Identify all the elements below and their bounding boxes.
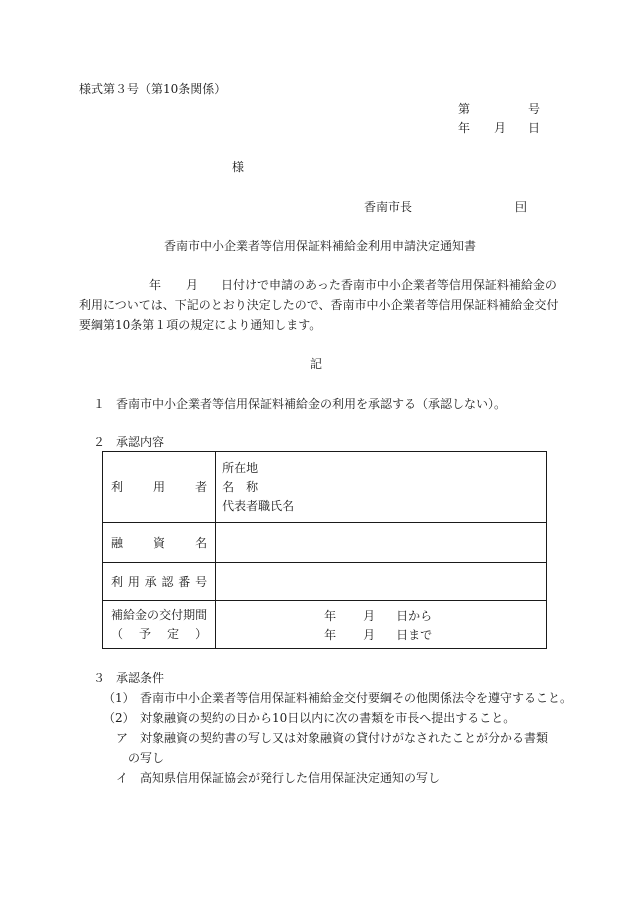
ki-heading: 記 bbox=[310, 357, 323, 371]
user-fields bbox=[222, 462, 540, 512]
sub-item-i-mark: イ bbox=[116, 771, 129, 785]
approval-table bbox=[102, 451, 547, 649]
body-month: 月 bbox=[186, 278, 199, 292]
issuer-title: 香南市長 bbox=[364, 200, 413, 214]
approval-number-label: 利 用 承 認 番 号 bbox=[111, 574, 208, 589]
period-from-day: 日から bbox=[396, 608, 433, 623]
body-line2: 利用については、下記のとおり決定したので、香南市中小企業者等信用保証料補給金交付 bbox=[79, 298, 559, 312]
sub-item-a-mark: ア bbox=[116, 731, 129, 745]
user-field-representative: 代表者職氏名 bbox=[222, 499, 295, 513]
user-label-cell bbox=[103, 452, 216, 523]
date-month: 月 bbox=[494, 121, 507, 135]
period-to-year: 年 bbox=[324, 627, 337, 642]
period-label-line1: 補 給 金 の 交 付 期 間 bbox=[111, 608, 208, 622]
approval-number-label-cell bbox=[103, 563, 216, 601]
period-to-day: 日まで bbox=[396, 627, 433, 642]
period-label-line2: （ 予 定 ） bbox=[111, 627, 208, 641]
loan-label-cell bbox=[103, 523, 216, 563]
period-from-month: 月 bbox=[363, 608, 376, 623]
period-label-cell bbox=[103, 601, 216, 649]
loan-value-cell bbox=[216, 523, 547, 563]
sub-item-a-text: 対象融資の契約書の写し又は対象融資の貸付けがなされたことが分かる書類 bbox=[140, 731, 549, 745]
date-year: 年 bbox=[458, 121, 471, 135]
sub-item-i-text: 高知県信用保証協会が発行した信用保証決定通知の写し bbox=[140, 771, 441, 785]
document-title: 香南市中小企業者等信用保証料補給金利用申請決定通知書 bbox=[164, 239, 477, 253]
period-from-year: 年 bbox=[324, 608, 337, 623]
table-row-loan bbox=[103, 523, 547, 563]
condition-1-text: 香南市中小企業者等信用保証料補給金交付要綱その他関係法令を遵守すること。 bbox=[140, 691, 573, 705]
sub-item-a-continuation: の写し bbox=[128, 751, 165, 765]
condition-2-text: 対象融資の契約の日から10日以内に次の書類を市長へ提出すること。 bbox=[140, 711, 516, 725]
item2-title: 承認内容 bbox=[116, 435, 165, 449]
table-row-user bbox=[103, 452, 547, 523]
item1-text: 香南市中小企業者等信用保証料補給金の利用を承認する（承認しない）。 bbox=[116, 397, 507, 411]
doc-number-prefix: 第 bbox=[458, 102, 471, 116]
body-line3: 要綱第10条第１項の規定により通知します。 bbox=[79, 318, 322, 332]
body-year: 年 bbox=[149, 278, 162, 292]
body-line1: 日付けで申請のあった香南市中小企業者等信用保証料補給金の bbox=[221, 278, 557, 292]
addressee-suffix: 様 bbox=[232, 160, 245, 174]
user-field-address: 所在地 bbox=[222, 461, 259, 475]
item3-number: ３ bbox=[93, 671, 106, 685]
table-row-approval-number bbox=[103, 563, 547, 601]
item3-title: 承認条件 bbox=[116, 671, 165, 685]
approval-number-value-cell bbox=[216, 563, 547, 601]
user-label: 利 用 者 bbox=[111, 480, 208, 494]
form-number: 様式第３号（第10条関係） bbox=[79, 82, 227, 96]
table-row-period bbox=[103, 601, 547, 649]
period-values bbox=[222, 609, 540, 641]
doc-number-suffix: 号 bbox=[528, 102, 541, 116]
user-value-cell bbox=[216, 452, 547, 523]
user-field-name: 名 称 bbox=[222, 480, 259, 494]
item2-number: ２ bbox=[93, 435, 106, 449]
item1-number: １ bbox=[93, 397, 106, 411]
issuer-seal: 囙 bbox=[515, 200, 528, 214]
period-to-month: 月 bbox=[363, 627, 376, 642]
condition-1-number: （1） bbox=[103, 691, 135, 705]
loan-label: 融 資 名 bbox=[111, 535, 208, 550]
condition-2-number: （2） bbox=[103, 711, 135, 725]
period-value-cell bbox=[216, 601, 547, 649]
date-day: 日 bbox=[528, 121, 541, 135]
